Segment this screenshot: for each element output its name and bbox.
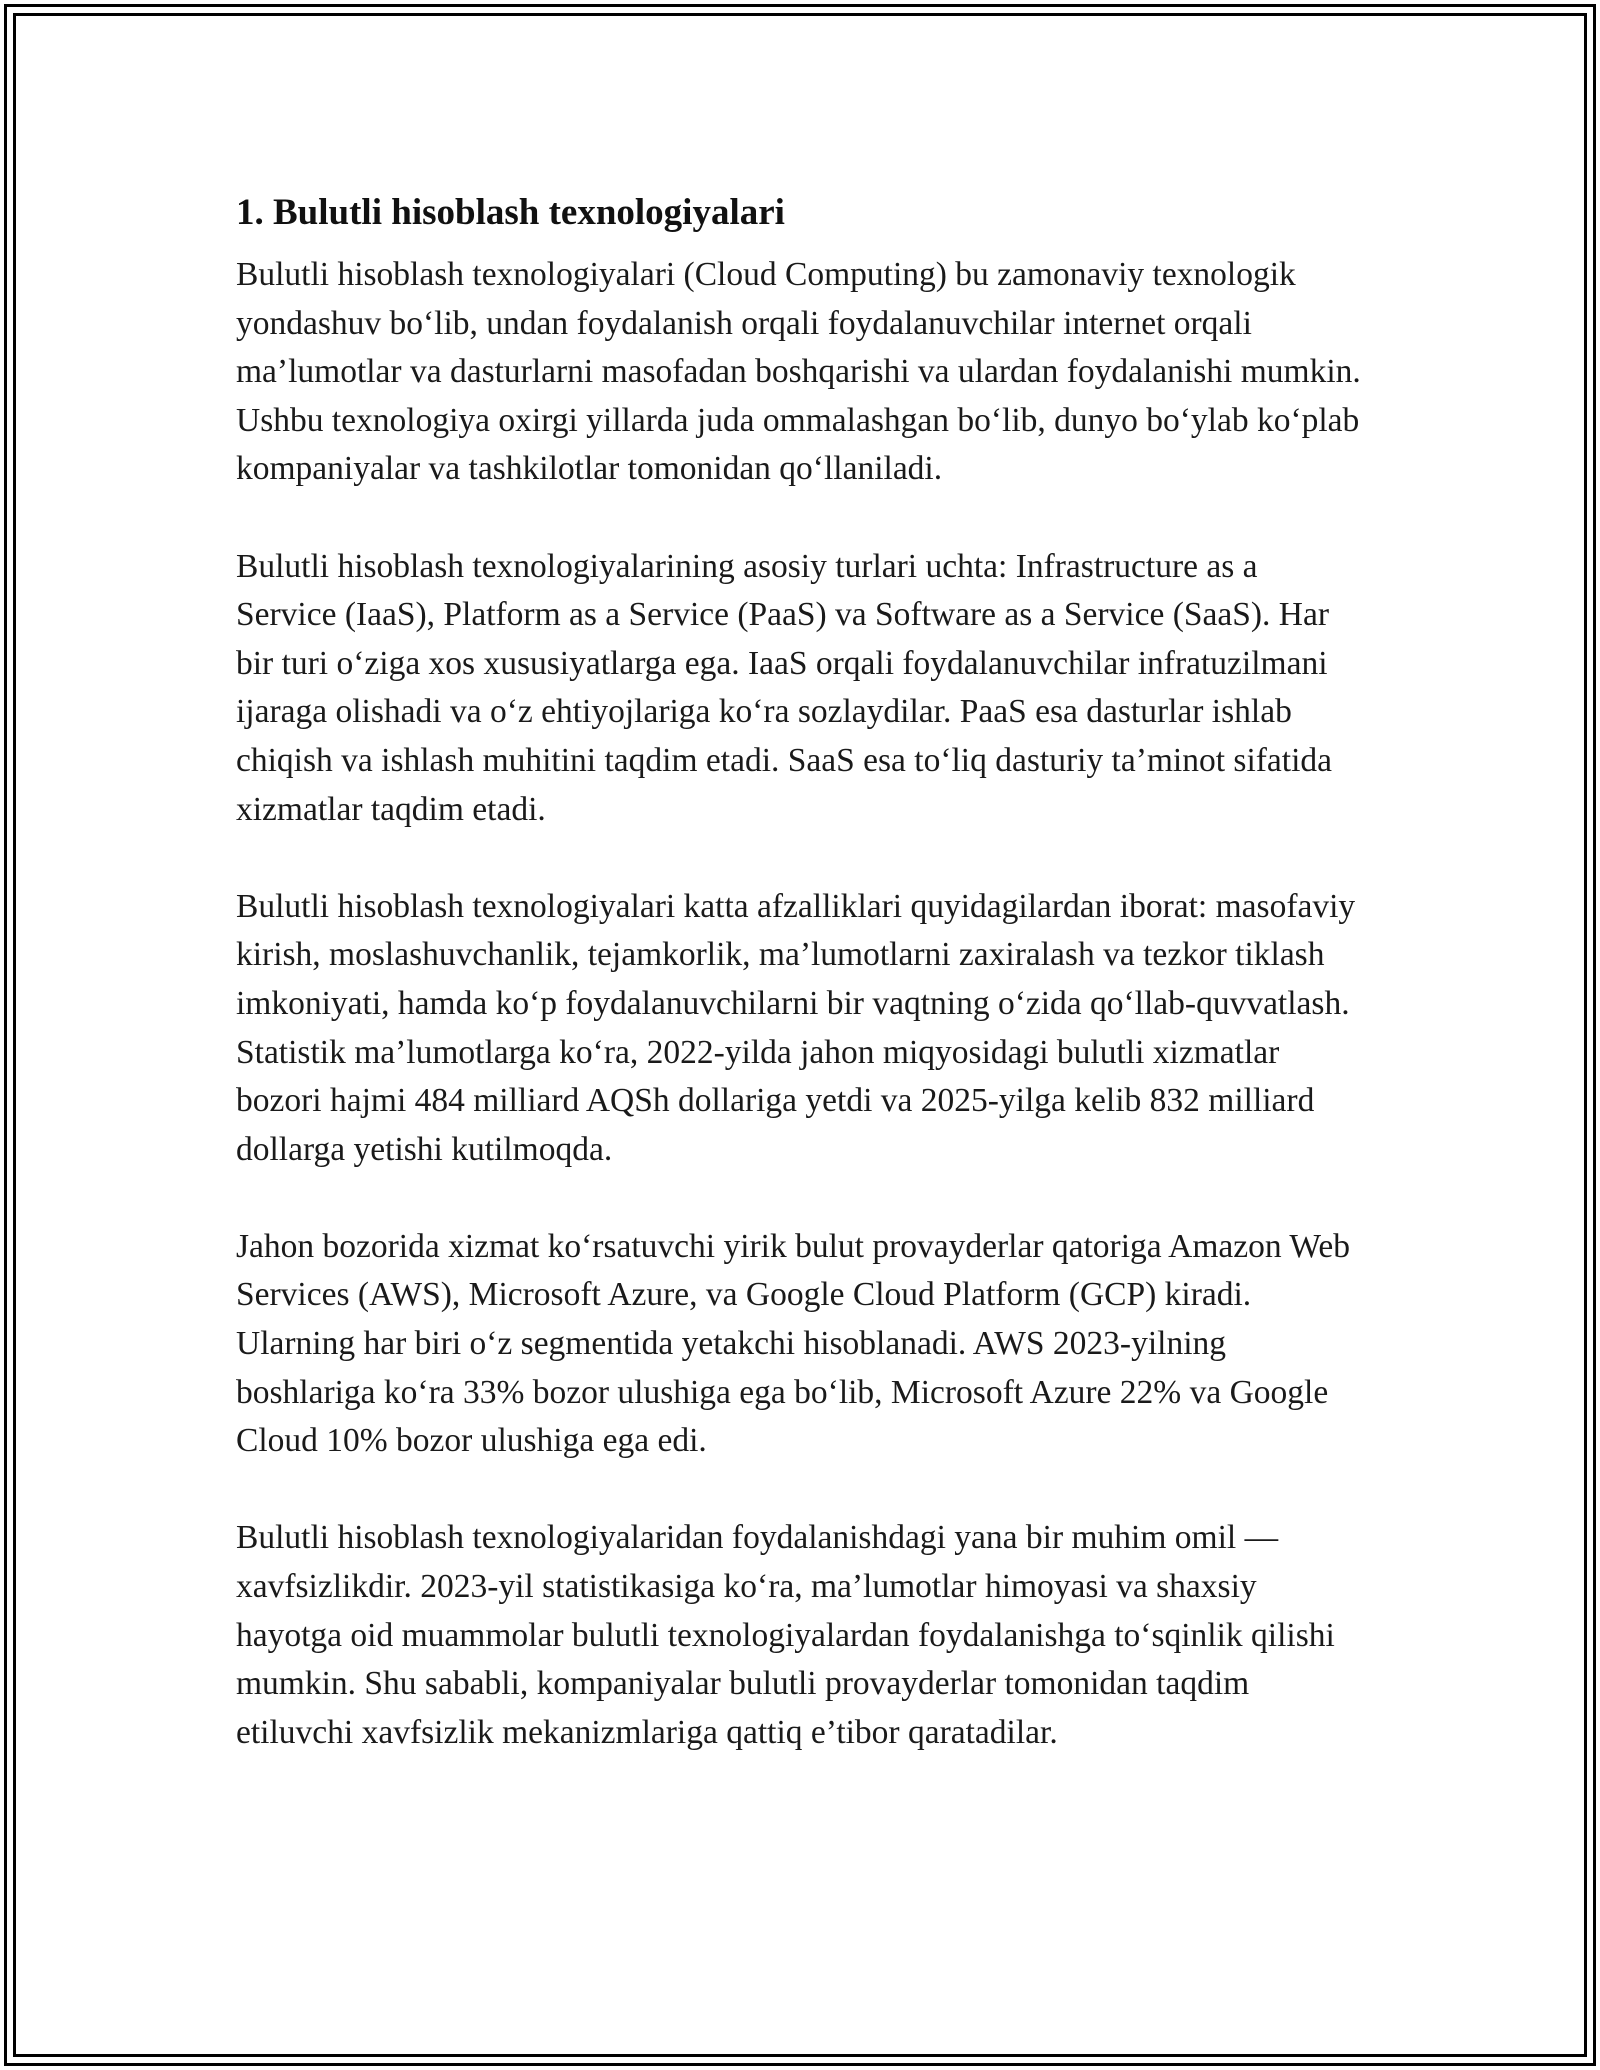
paragraph-intro: Bulutli hisoblash texnologiyalari (Cloud Computing) bu zamonaviy texnologik yondashuv bo‘lib, undan foydalanish orqali foydalanuvchilar internet orqali ma’lumotlar va dasturlarni masofadan boshqarishi va ulardan foydalanishi mumkin. Ushbu texnologiya oxirgi yillarda juda ommalashgan bo‘lib, dunyo bo‘ylab ko‘plab kompaniyalar va tashkilotlar tomonidan qo‘llaniladi. [236, 256, 1361, 488]
paragraph-providers: Jahon bozorida xizmat ko‘rsatuvchi yirik bulut provayderlar qatoriga Amazon Web Services (AWS), Microsoft Azure, va Google Cloud Platform (GCP) kiradi. Ularning har biri o‘z segmentida yetakchi hisoblanadi. AWS 2023-yilning boshlariga ko‘ra 33% bozor ulushiga ega bo‘lib, Microsoft Azure 22% va Google Cloud 10% bozor ulushiga ega edi. [236, 1227, 1350, 1460]
section-heading: 1. Bulutli hisoblash texnologiyalari [236, 192, 785, 233]
paragraph-security: Bulutli hisoblash texnologiyalaridan foydalanishdagi yana bir muhim omil — xavfsizlikdir. 2023-yil statistikasiga ko‘ra, ma’lumotlar himoyasi va shaxsiy hayotga oid muammolar bulutli texnologiyalardan foydalanishga to‘sqinlik qilishi mumkin. Shu sababli, kompaniyalar bulutli provayderlar tomonidan taqdim etiluvchi xavfsizlik mekanizmlariga qattiq e’tibor qaratadilar. [236, 1519, 1335, 1751]
paragraph-service-types: Bulutli hisoblash texnologiyalarining asosiy turlari uchta: Infrastructure as a Service (IaaS), Platform as a Service (PaaS) va Software as a Service (SaaS). Har bir turi o‘ziga xos xususiyatlarga ega. IaaS orqali foydalanuvchilar infratuzilmani ijaraga olishadi va o‘z ehtiyojlariga ko‘ra sozlaydilar. PaaS esa dasturlar ishlab chiqish va ishlash muhitini taqdim etadi. SaaS esa to‘liq dasturiy ta’minot sifatida xizmatlar taqdim etadi. [236, 547, 1333, 828]
document-body [236, 185, 1366, 1806]
paragraph-advantages: Bulutli hisoblash texnologiyalari katta afzalliklari quyidagilardan iborat: masofaviy kirish, moslashuvchanlik, tejamkorlik, ma’lumotlarni zaxiralash va tezkor tiklash imkoniyati, hamda ko‘p foydalanuvchilarni bir vaqtning o‘zida qo‘llab-quvvatlash. Statistik ma’lumotlarga ko‘ra, 2022-yilda jahon miqyosidagi bulutli xizmatlar bozori hajmi 484 milliard AQSh dollariga yetdi va 2025-yilga kelib 832 milliard dollarga yetishi kutilmoqda. [236, 887, 1356, 1168]
